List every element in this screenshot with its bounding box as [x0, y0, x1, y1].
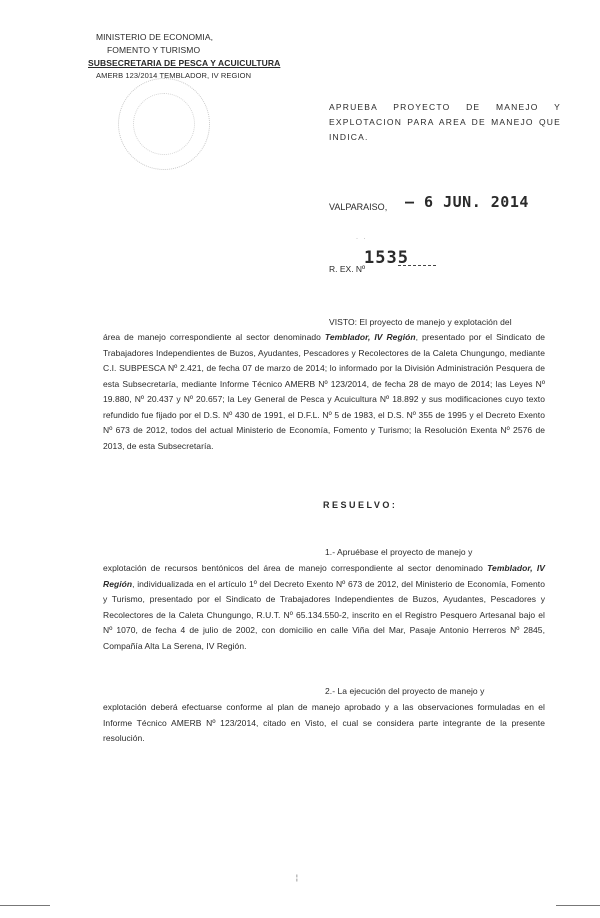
amerb-reference: AMERB 123/2014 TEMBLADOR, IV REGION: [96, 71, 252, 80]
item1-text-a: explotación de recursos bentónicos del área de manejo correspondiente al sector denominado: [103, 563, 488, 573]
visto-paragraph: [103, 330, 545, 454]
resuelvo-item1: [103, 561, 545, 654]
footer-rule-right: [556, 905, 600, 906]
resolution-underline: [398, 265, 436, 266]
visto-place: Temblador, IV Región: [324, 332, 416, 342]
resuelvo-item2: explotación deberá efectuarse conforme al plan de manejo aprobado y a las observaciones formuladas en el Informe Técnico AMERB Nº 123/2014, citado en Visto, el cual se considera parte integrante de la presente resolución.: [103, 702, 545, 743]
resolution-label: R. EX. Nº: [329, 264, 366, 274]
document-subject: APRUEBA PROYECTO DE MANEJO Y EXPLOTACION PARA AREA DE MANEJO QUE INDICA.: [329, 102, 561, 142]
item1-text-b: , individualizada en el artículo 1º del Decreto Exento Nº 673 de 2012, del Ministerio de Economía, Fomento y Turismo, presentado por el Sindicato de Trabajadores Independientes de Buzos, Ayudantes, Pescadores y Recolectores de la Caleta Chungungo, R.U.T. Nº 65.134.550-2, inscrito en el Registro Pesquero Artesanal bajo el Nº 1070, de fecha 4 de julio de 2002, con domicilio en calle Viña del Mar, Pasaje Antonio Herreros Nº 2845, Compañía Alta La Serena, IV Región.: [103, 578, 545, 651]
page-mark: ¦: [296, 875, 298, 882]
resuelvo-title: RESUELVO:: [323, 500, 398, 510]
seal-stamp: [118, 78, 210, 170]
resolution-number: 1535: [364, 248, 409, 268]
visto-text-a: área de manejo correspondiente al sector denominado: [103, 332, 325, 342]
date-stamp: – 6 JUN. 2014: [405, 193, 529, 211]
ministry-name: MINISTERIO DE ECONOMIA,: [96, 32, 214, 42]
item1-place: Temblador, IV Región: [103, 563, 546, 589]
date-city: VALPARAISO,: [329, 202, 388, 212]
resuelvo-item1-lead: 1.- Apruébase el proyecto de manejo y: [325, 547, 473, 557]
ministry-name-line2: FOMENTO Y TURISMO: [107, 45, 201, 55]
visto-text-b: , presentado por el Sindicato de Trabajadores Independientes de Buzos, Ayudantes, Pescadores y Recolectores de la Caleta Chungungo, mediante C.I. SUBPESCA Nº 2.421, de fecha 07 de marzo de 2014; lo informado por la División Administración Pesquera de esta Subsecretaría, mediante Informe Técnico AMERB Nº 123/2014, de fecha 28 de mayo de 2014; las Leyes Nº 19.880, Nº 20.437 y Nº 20.657; la Ley General de Pesca y Acuicultura Nº 18.892 y sus modificaciones cuyo texto refundido fue fijado por el D.S. Nº 430 de 1991, el D.F.L. Nº 5 de 1983, el D.S. Nº 355 de 1995 y el Decreto Exento Nº 673 de 2012, todos del actual Ministerio de Economía, Fomento y Turismo; la Resolución Exenta Nº 2576 de 2013, de esta Subsecretaría.: [103, 332, 546, 451]
visto-lead: VISTO: El proyecto de manejo y explotación del: [329, 317, 512, 327]
footer-rule-left: [0, 905, 50, 906]
subsecretaria-name: SUBSECRETARIA DE PESCA Y ACUICULTURA: [88, 58, 281, 68]
resuelvo-item2-lead: 2.- La ejecución del proyecto de manejo y: [325, 686, 485, 696]
resolution-number-mark: · ·: [356, 236, 368, 242]
seal-inner-ring: [133, 93, 195, 155]
